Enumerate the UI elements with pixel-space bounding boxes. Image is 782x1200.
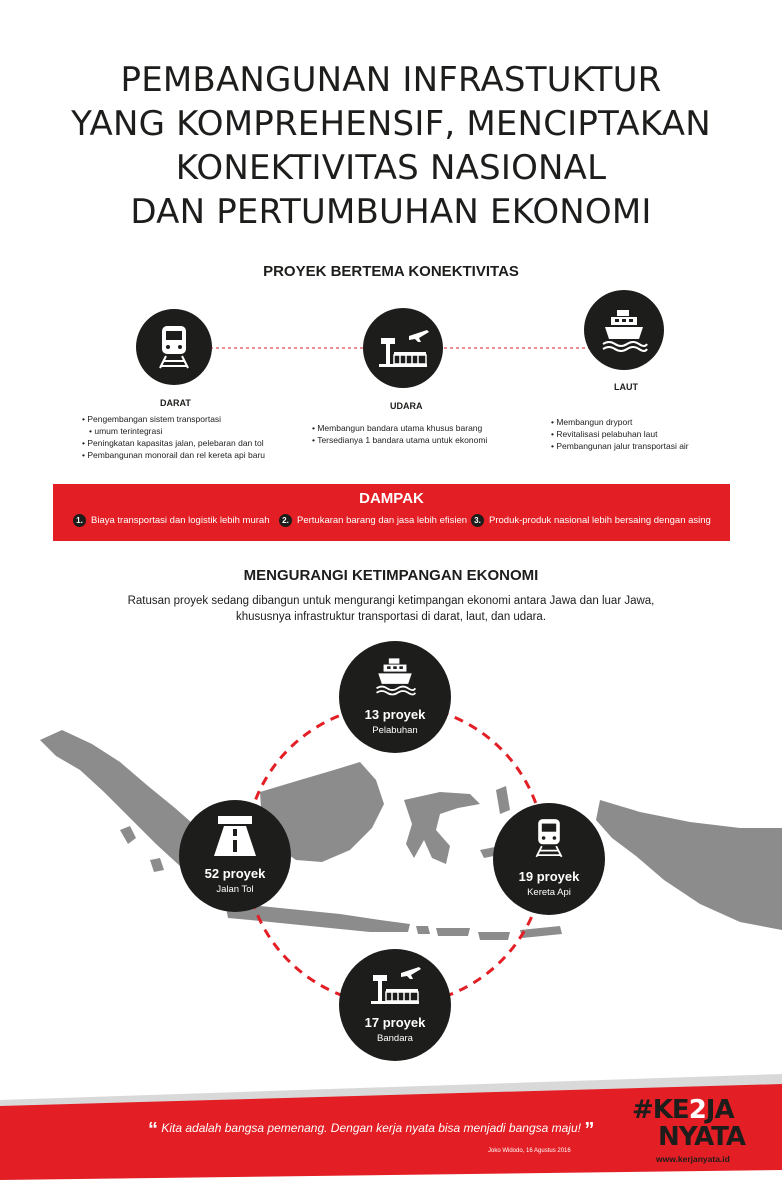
list-item — [82, 425, 265, 437]
konektivitas-heading: PROYEK BERTEMA KONEKTIVITAS — [263, 263, 519, 280]
intro-text — [0, 593, 782, 625]
dampak-item-3 — [471, 514, 711, 527]
dampak-number: 1. — [73, 514, 86, 527]
dampak-text: Produk-produk nasional lebih bersaing dengan asing — [489, 515, 711, 526]
dampak-bar — [53, 484, 730, 541]
quote-author: Joko Widodo, 16 Agustus 2016 — [488, 1148, 571, 1154]
project-label: Pelabuhan — [372, 725, 418, 736]
logo-text: #KE — [632, 1095, 689, 1125]
quote-text: Kita adalah bangsa pemenang. Dengan kerja nyata bisa menjadi bangsa maju! — [161, 1121, 581, 1135]
ship-icon — [373, 655, 417, 697]
list-item: • Pengembangan sistem transportasi — [82, 413, 265, 425]
logo-line-1 — [632, 1096, 734, 1124]
project-count: 17 proyek — [364, 1015, 426, 1030]
list-item: • Membangun bandara utama khusus barang — [312, 422, 487, 434]
title-line: KONEKTIVITAS NASIONAL — [175, 148, 607, 188]
project-circle-pelabuhan — [339, 641, 451, 753]
dampak-item-2 — [279, 514, 467, 527]
quote-mark-close: ” — [584, 1119, 595, 1141]
list-item: • Tersedianya 1 bandara utama untuk ekonomi — [312, 434, 487, 446]
mode-label-laut: LAUT — [614, 382, 638, 392]
dampak-item-1 — [73, 514, 269, 527]
project-circle-jalan-tol — [179, 800, 291, 912]
mode-label-darat: DARAT — [160, 398, 191, 408]
dampak-text: Biaya transportasi dan logistik lebih murah — [91, 515, 270, 526]
train-icon — [154, 324, 194, 370]
dampak-number: 3. — [471, 514, 484, 527]
udara-circle — [363, 308, 443, 388]
list-item: • Revitalisasi pelabuhan laut — [551, 428, 689, 440]
project-count: 52 proyek — [204, 866, 266, 881]
ship-icon — [599, 307, 649, 353]
list-item: • Peningkatan kapasitas jalan, pelebaran dan tol — [82, 437, 265, 449]
logo-line-2: NYATA — [658, 1122, 746, 1152]
train-icon — [531, 817, 567, 859]
udara-bullets — [312, 422, 487, 446]
road-icon — [212, 814, 258, 858]
list-item: • Pembangunan jalur transportasi air — [551, 440, 689, 452]
project-label: Bandara — [377, 1033, 413, 1044]
airport-icon — [375, 326, 431, 370]
footer-quote — [148, 1119, 594, 1142]
title-line: DAN PERTUMBUHAN EKONOMI — [130, 192, 652, 232]
title-line: YANG KOMPREHENSIF, MENCIPTAKAN — [71, 104, 711, 144]
kerja-nyata-logo — [632, 1096, 768, 1158]
project-label: Kereta Api — [527, 887, 571, 898]
ketimpangan-heading: MENGURANGI KETIMPANGAN EKONOMI — [243, 567, 539, 584]
project-count: 19 proyek — [518, 869, 580, 884]
dampak-text: Pertukaran barang dan jasa lebih efisien — [297, 515, 468, 526]
website-link[interactable]: www.kerjanyata.id — [656, 1154, 730, 1164]
project-count: 13 proyek — [364, 707, 426, 722]
project-circle-kereta-api — [493, 803, 605, 915]
project-circle-bandara — [339, 949, 451, 1061]
logo-text: JA — [705, 1095, 734, 1125]
list-item: • Pembangunan monorail dan rel kereta api baru — [82, 449, 265, 461]
list-item-continued: umum terintegrasi — [94, 426, 163, 436]
project-label: Jalan Tol — [216, 884, 254, 895]
title-line: PEMBANGUNAN INFRASTUKTUR — [120, 60, 662, 100]
quote-mark-open: “ — [148, 1119, 158, 1141]
dampak-number: 2. — [279, 514, 292, 527]
darat-bullets — [82, 413, 265, 461]
laut-circle — [584, 290, 664, 370]
intro-line: Ratusan proyek sedang dibangun untuk mengurangi ketimpangan ekonomi antara Jawa dan luar Jawa, — [127, 595, 655, 607]
airport-icon — [367, 963, 423, 1007]
darat-circle — [136, 309, 212, 385]
laut-bullets — [551, 416, 689, 452]
page-title — [0, 58, 782, 234]
logo-text-accent: 2 — [688, 1095, 706, 1125]
dampak-heading: DAMPAK — [359, 490, 424, 507]
list-item: • Membangun dryport — [551, 416, 689, 428]
intro-line: khususnya infrastruktur transportasi di darat, laut, dan udara. — [235, 611, 547, 623]
mode-label-udara: UDARA — [390, 401, 423, 411]
